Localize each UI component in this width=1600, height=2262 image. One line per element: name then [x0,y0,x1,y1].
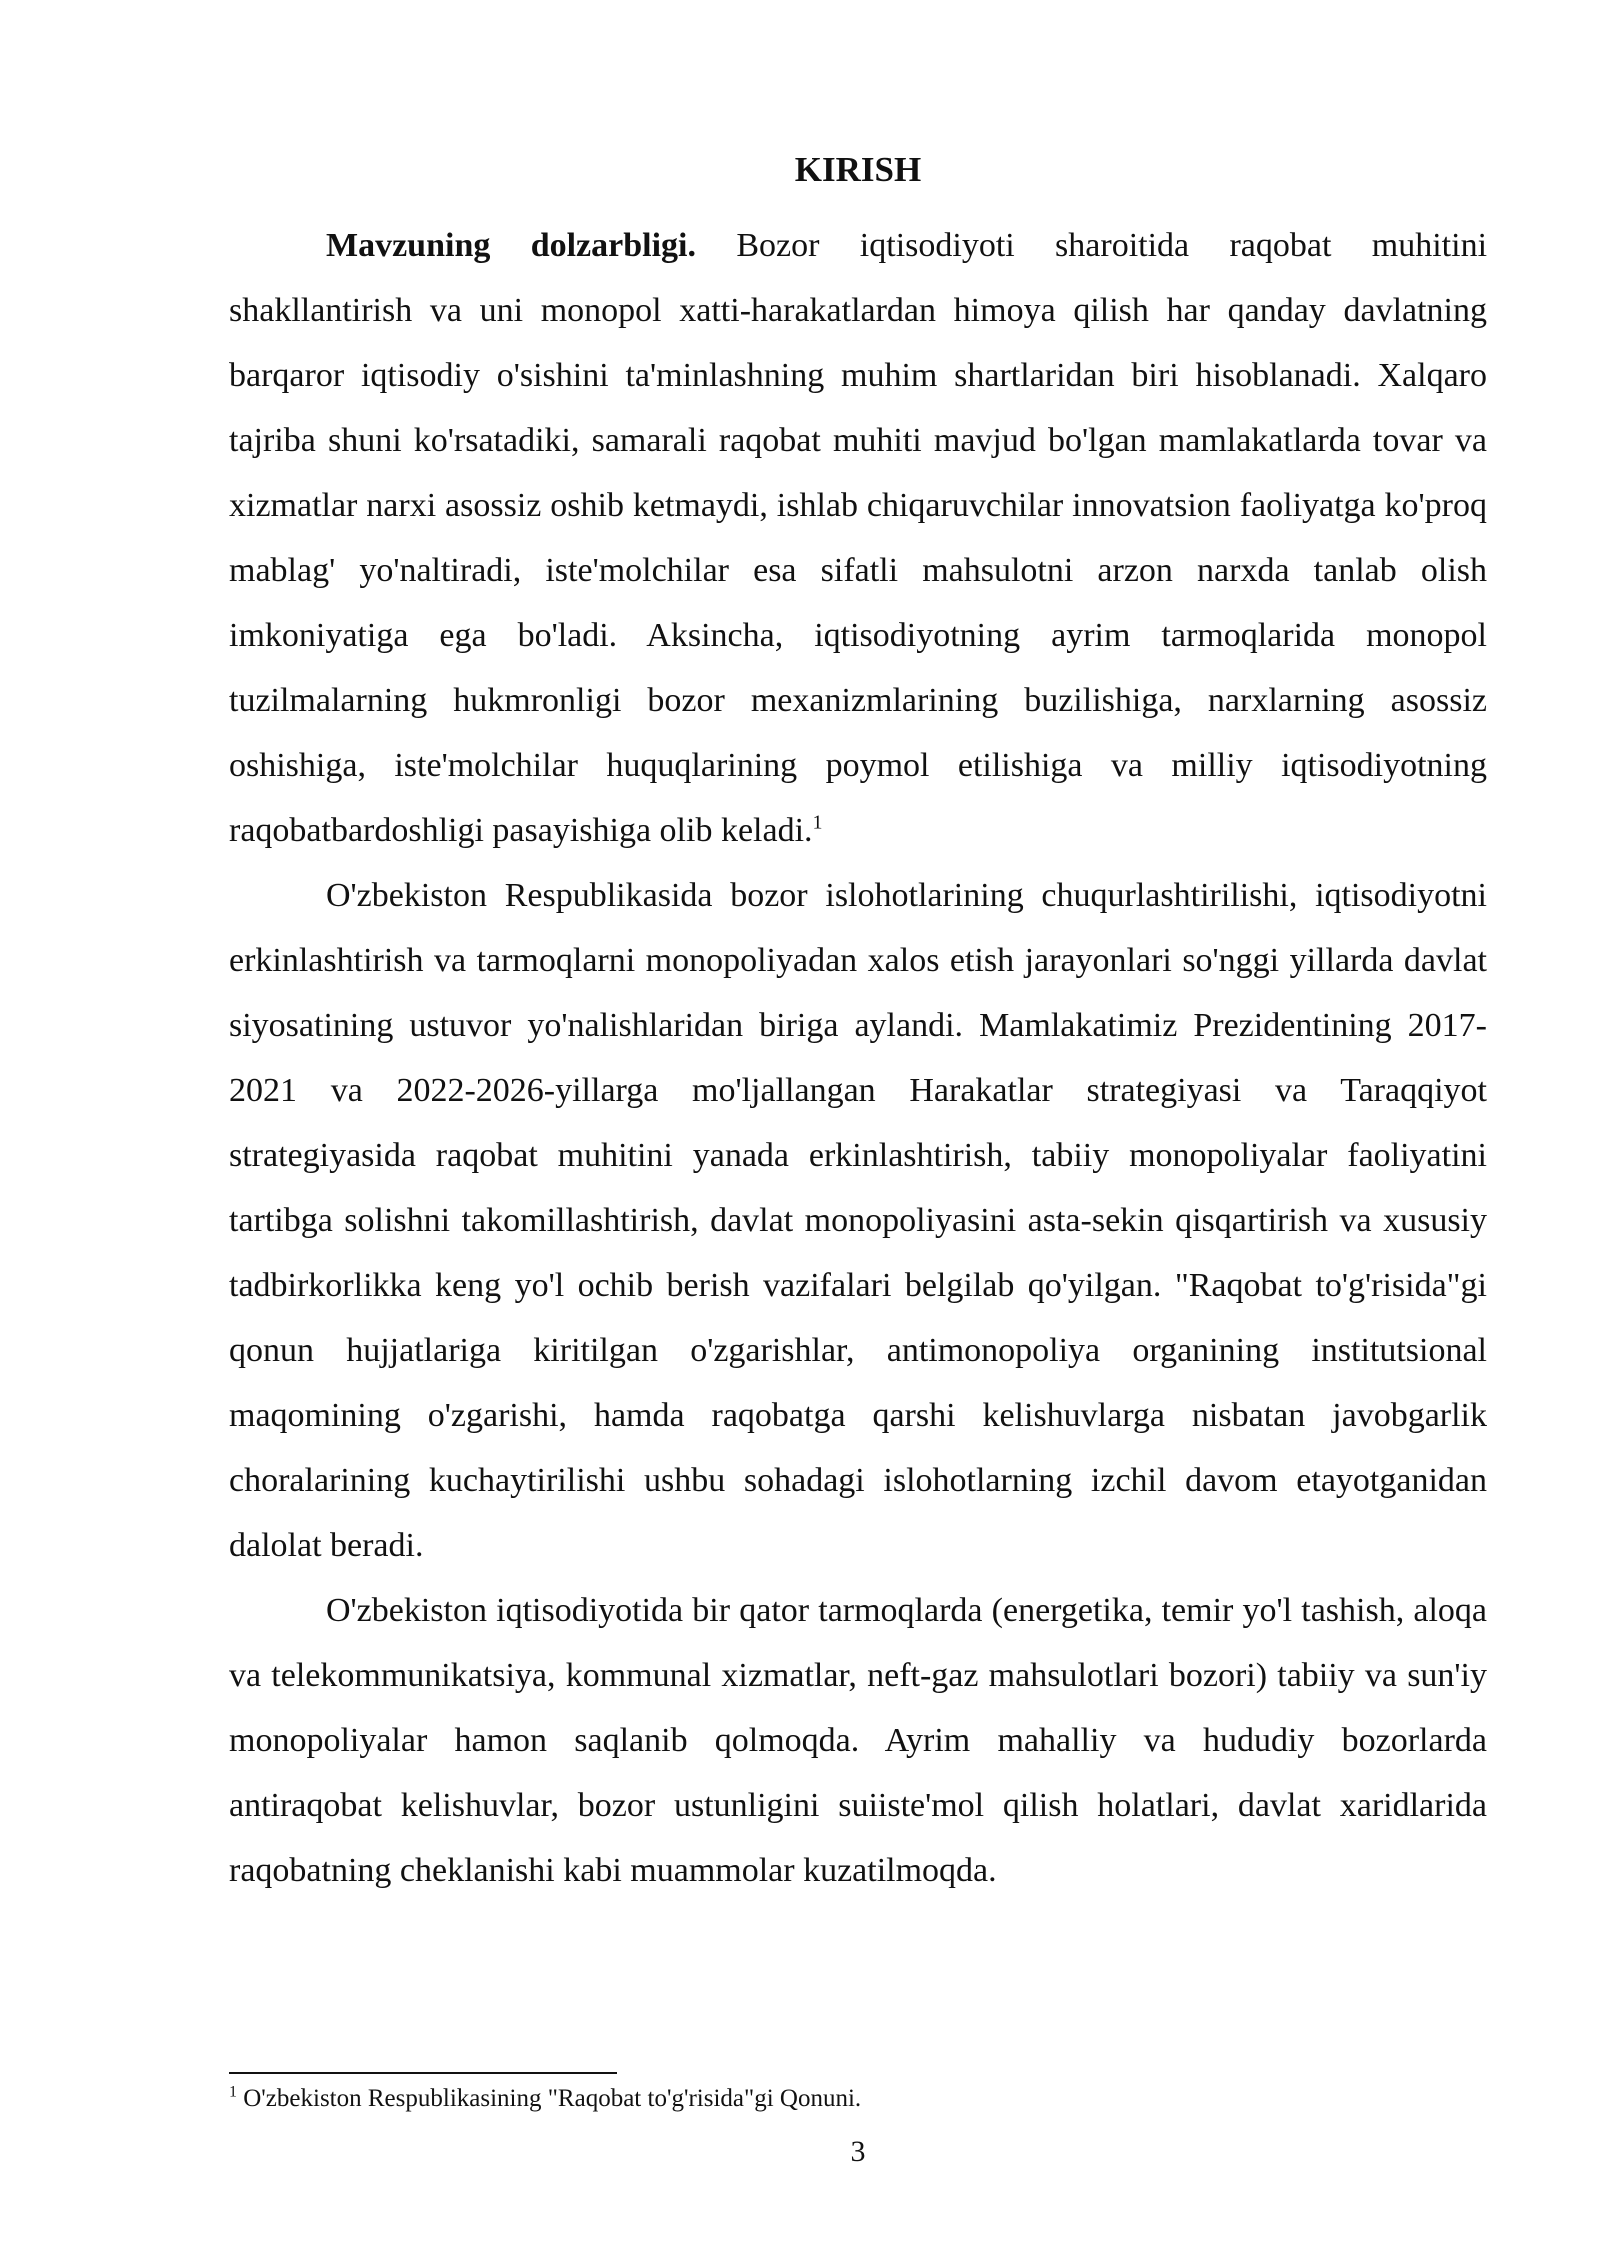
footnote [229,2083,1487,2115]
footnote-reference[interactable]: 1 [812,811,823,834]
paragraph-relevance [229,213,1487,863]
footnote-marker: 1 [229,2083,237,2101]
paragraph-text: Bozor iqtisodiyoti sharoitida raqobat muhitini shakllantirish va uni monopol xatti-harakatlardan himoya qilish har qanday davlatning barqaror iqtisodiy o'sishini ta'minlashning muhim shartlaridan biri hisoblanadi. Xalqaro tajriba shuni ko'rsatadiki, samarali raqobat muhiti mavjud bo'lgan mamlakatlarda tovar va xizmatlar narxi asossiz oshib ketmaydi, ishlab chiqaruvchilar innovatsion faoliyatga ko'proq mablag' yo'naltiradi, iste'molchilar esa sifatli mahsulotni arzon narxda tanlab olish imkoniyatiga ega bo'ladi. Aksincha, iqtisodiyotning ayrim tarmoqlarida monopol tuzilmalarning hukmronligi bozor mexanizmlarining buzilishiga, narxlarning asossiz oshishiga, iste'molchilar huquqlarining poymol etilishiga va milliy iqtisodiyotning raqobatbardoshligi pasayishiga olib keladi. [229,227,1488,849]
page-body [229,148,1487,1903]
paragraph-lead-heading: Mavzuning dolzarbligi. [326,227,696,264]
paragraph-monopolies [229,1578,1487,1903]
page-number: 3 [850,2135,866,2168]
paragraph-reforms [229,863,1487,1578]
paragraph-text: O'zbekiston Respublikasida bozor islohotlarining chuqurlashtirilishi, iqtisodiyotni erkinlashtirish va tarmoqlarni monopoliyadan xalos etish jarayonlari so'nggi yillarda davlat siyosatining ustuvor yo'nalishlaridan biriga aylandi. Mamlakatimiz Prezidentining 2017-2021 va 2022-2026-yillarga mo'ljallangan Harakatlar strategiyasi va Taraqqiyot strategiyasida raqobat muhitini yanada erkinlashtirish, tabiiy monopoliyalar faoliyatini tartibga solishni takomillashtirish, davlat monopoliyasini asta-sekin qisqartirish va xususiy tadbirkorlikka keng yo'l ochib berish vazifalari belgilab qo'yilgan. "Raqobat to'g'risida"gi qonun hujjatlariga kiritilgan o'zgarishlar, antimonopoliya organining institutsional maqomining o'zgarishi, hamda raqobatga qarshi kelishuvlarga nisbatan javobgarlik choralarining kuchaytirilishi ushbu sohadagi islohotlarning izchil davom etayotganidan dalolat beradi. [229,877,1487,1564]
paragraph-text: O'zbekiston iqtisodiyotida bir qator tarmoqlarda (energetika, temir yo'l tashish, aloqa va telekommunikatsiya, kommunal xizmatlar, neft-gaz mahsulotlari bozori) tabiiy va sun'iy monopoliyalar hamon saqlanib qolmoqda. Ayrim mahalliy va hududiy bozorlarda antiraqobat kelishuvlar, bozor ustunligini suiiste'mol qilish holatlari, davlat xaridlarida raqobatning cheklanishi kabi muammolar kuzatilmoqda. [229,1592,1487,1889]
footnote-text: O'zbekiston Respublikasining "Raqobat to'g'risida"gi Qonuni. [243,2085,862,2112]
section-title: KIRISH [794,150,922,189]
footnote-separator [229,2072,617,2074]
